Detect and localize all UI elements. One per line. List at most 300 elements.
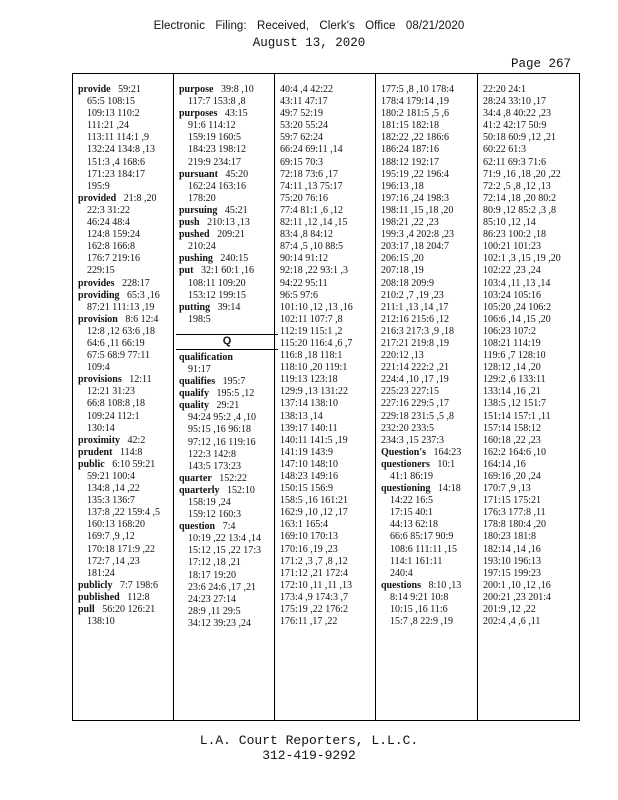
index-page-refs: 109:24 112:1 <box>87 410 140 422</box>
index-page-refs: 240:15 <box>220 253 249 265</box>
index-page-refs: 151:14 157:1 ,11 <box>483 410 551 422</box>
index-page-refs: 171:23 184:17 <box>87 168 146 180</box>
index-page-refs: 119:13 123:18 <box>280 374 338 386</box>
index-term: prudent <box>78 446 113 458</box>
index-page-refs: 53:20 55:24 <box>280 120 329 132</box>
index-term: questions <box>381 579 422 591</box>
index-term: publicly <box>78 579 113 591</box>
index-entry <box>78 459 174 471</box>
index-page-refs: 129:2 ,6 133:11 <box>483 374 546 386</box>
index-page-refs: 138:5 ,12 151:7 <box>483 398 547 410</box>
index-page-refs: 182:14 ,14 ,16 <box>483 543 541 555</box>
index-page-refs: 45:21 <box>224 204 248 216</box>
index-entry <box>179 302 275 314</box>
index-page-refs: 17:15 40:1 <box>390 507 434 519</box>
index-page-refs: 171:12 ,21 172:4 <box>280 567 349 579</box>
index-page-refs: 198:5 <box>188 313 211 325</box>
index-entry <box>179 376 275 388</box>
index-page-refs: 85:10 ,12 ,14 <box>483 217 536 229</box>
index-page-refs: 103:4 ,11 ,13 ,14 <box>483 277 551 289</box>
index-entry <box>78 314 174 326</box>
index-page-refs: 39:14 <box>217 301 241 313</box>
index-term: published <box>78 591 120 603</box>
index-page-refs: 12:8 ,12 63:6 ,18 <box>87 325 156 337</box>
index-page-refs: 77:4 81:1 ,6 ,12 <box>280 204 344 216</box>
index-page-refs: 170:7 ,9 ,13 <box>483 483 531 495</box>
index-page-refs: 180:23 181:8 <box>483 531 537 543</box>
index-entry <box>78 278 174 290</box>
index-entry <box>78 290 174 302</box>
index-page-refs: 103:24 105:16 <box>483 289 542 301</box>
index-page-refs: 201:9 ,12 ,22 <box>483 604 536 616</box>
index-term: quarter <box>179 472 212 484</box>
index-page-refs: 124:8 159:24 <box>87 229 141 241</box>
index-page-refs: 195:7 <box>222 376 246 388</box>
index-entry <box>381 580 477 592</box>
index-page-refs: 139:17 140:11 <box>280 422 338 434</box>
index-page-refs: 106:6 ,14 ,15 ,20 <box>483 313 551 325</box>
reporter-company: L.A. Court Reporters, L.L.C. <box>199 733 419 748</box>
index-page-refs: 173:4 ,9 174:3 ,7 <box>280 591 349 603</box>
index-page-refs: 10:19 ,22 13:4 ,14 <box>188 533 262 545</box>
index-page-refs: 211:1 ,13 ,14 ,17 <box>381 301 449 313</box>
index-page-refs: 114:1 161:11 <box>390 555 443 567</box>
section-letter: Q <box>222 334 232 347</box>
index-page-refs: 21:8 ,20 <box>123 192 157 204</box>
index-page-refs: 138:10 <box>87 616 115 628</box>
index-page-refs: 186:24 187:16 <box>381 144 440 156</box>
index-page-refs: 59:21 100:4 <box>87 471 136 482</box>
index-page-refs: 219:9 234:17 <box>188 156 242 168</box>
index-page-refs: 162:2 164:6 ,10 <box>483 446 547 458</box>
index-entry <box>179 205 275 217</box>
transcript-date: August 13, 2020 <box>252 36 366 50</box>
index-page-refs: 138:13 ,14 <box>280 410 323 422</box>
index-page-refs: 95:15 ,16 96:18 <box>188 424 252 436</box>
letter-section-divider <box>179 326 275 352</box>
index-page-refs: 96:5 97:6 <box>280 289 319 301</box>
index-term: provisions <box>78 374 122 386</box>
index-page-refs: 180:2 181:5 ,5 ,6 <box>381 108 450 120</box>
index-entry <box>179 400 275 412</box>
index-column-1 <box>78 84 174 628</box>
index-page-refs: 141:19 143:9 <box>280 446 334 458</box>
index-page-refs: 65:5 108:15 <box>87 96 136 108</box>
index-term: Question's <box>381 446 427 458</box>
index-page-refs: 94:22 95:11 <box>280 277 328 289</box>
index-page-refs: 137:14 138:10 <box>280 398 339 410</box>
index-term: putting <box>179 301 211 313</box>
index-page-refs: 108:11 109:20 <box>188 277 246 289</box>
index-entry <box>179 84 275 96</box>
index-page-refs: 44:13 62:18 <box>390 519 439 531</box>
page-number: Page 267 <box>510 57 571 71</box>
index-page-refs: 66:8 108:8 ,18 <box>87 398 146 410</box>
index-page-refs: 133:14 ,16 ,21 <box>483 386 541 398</box>
index-page-refs: 29:21 <box>216 400 240 412</box>
index-entry <box>78 592 174 604</box>
index-page-refs: 28:9 ,11 29:5 <box>188 605 241 617</box>
index-page-refs: 87:21 111:13 ,19 <box>87 301 155 313</box>
index-page-refs: 7:7 198:6 <box>119 579 159 591</box>
index-page-refs: 221:14 222:2 ,21 <box>381 362 450 374</box>
index-page-refs: 150:15 156:9 <box>280 483 334 495</box>
index-page-refs: 195:19 ,22 196:4 <box>381 168 450 180</box>
index-page-refs: 15:7 ,8 22:9 ,19 <box>390 616 454 628</box>
index-term: provide <box>78 84 111 95</box>
index-term: quarterly <box>179 484 220 496</box>
index-term: qualify <box>179 388 210 400</box>
index-page-refs: 86:23 100:2 ,18 <box>483 229 547 241</box>
index-page-refs: 200:21 ,23 201:4 <box>483 591 552 603</box>
index-page-refs: 199:3 ,4 202:8 ,23 <box>381 229 455 241</box>
index-page-refs: 175:19 ,22 176:2 <box>280 604 349 616</box>
index-term: purposes <box>179 108 218 120</box>
index-page-refs: 210:13 ,13 <box>207 217 250 229</box>
index-term: purpose <box>179 84 214 95</box>
index-page-refs: 172:10 ,11 ,11 ,13 <box>280 579 353 591</box>
index-page-refs: 240:4 <box>390 567 413 579</box>
index-term: pursuing <box>179 204 218 216</box>
index-frame <box>72 73 580 721</box>
index-page-refs: 14:18 <box>437 483 461 495</box>
index-page-refs: 134:8 ,14 ,22 <box>87 483 140 495</box>
index-page-refs: 97:12 ,16 119:16 <box>188 436 256 448</box>
index-page-refs: 28:24 33:10 ,17 <box>483 96 547 108</box>
index-page-refs: 197:15 199:23 <box>483 567 542 579</box>
index-page-refs: 162:24 163:16 <box>188 180 247 192</box>
index-page-refs: 170:16 ,19 ,23 <box>280 543 338 555</box>
index-page-refs: 232:20 233:5 <box>381 422 435 434</box>
index-column-5 <box>483 84 579 628</box>
index-page-refs: 197:16 ,24 198:3 <box>381 192 450 204</box>
index-page-refs: 115:20 116:4 ,6 ,7 <box>280 337 353 349</box>
index-page-refs: 158:19 ,24 <box>188 497 231 508</box>
index-page-refs: 71:9 ,16 ,18 ,20 ,22 <box>483 168 561 180</box>
index-page-refs: 135:3 136:7 <box>87 495 136 507</box>
index-term: pull <box>78 604 95 616</box>
index-page-refs: 12:21 31:23 <box>87 386 136 398</box>
index-term: pushed <box>179 229 210 241</box>
index-page-refs: 157:14 158:12 <box>483 422 542 434</box>
index-page-refs: 45:20 <box>225 168 249 180</box>
filing-header: Electronic Filing: Received, Clerk's Office 08/21/2020 <box>153 20 465 32</box>
index-entry <box>381 483 477 495</box>
index-entry <box>179 521 275 533</box>
index-term: pushing <box>179 253 213 265</box>
index-page-refs: 227:16 229:5 ,17 <box>381 398 450 410</box>
index-page-refs: 195:5 ,12 <box>216 388 255 400</box>
index-page-refs: 178:8 180:4 ,20 <box>483 519 547 531</box>
index-page-refs: 143:5 173:23 <box>188 460 242 472</box>
index-page-refs: 22:20 24:1 <box>483 84 527 95</box>
index-entry <box>179 473 275 485</box>
index-page-refs: 182:22 ,22 186:6 <box>381 132 450 144</box>
index-page-refs: 164:23 <box>433 446 462 458</box>
index-page-refs: 160:13 168:20 <box>87 519 146 531</box>
index-page-refs: 102:1 ,3 ,15 ,19 ,20 <box>483 253 561 265</box>
index-page-refs: 102:11 107:7 ,8 <box>280 313 343 325</box>
index-page-refs: 153:12 199:15 <box>188 289 247 301</box>
index-term: push <box>179 217 200 229</box>
index-page-refs: 59:7 62:24 <box>280 132 324 144</box>
index-page-refs: 69:15 70:3 <box>280 156 324 168</box>
index-page-refs: 163:1 165:4 <box>280 519 329 531</box>
index-page-refs: 67:5 68:9 77:11 <box>87 350 150 362</box>
index-page-refs: 209:21 <box>217 229 245 241</box>
index-page-refs: 216:3 217:3 ,9 ,18 <box>381 325 455 337</box>
index-page-refs: 147:10 148:10 <box>280 458 339 470</box>
index-page-refs: 130:14 <box>87 422 115 434</box>
index-entry <box>78 604 174 616</box>
index-term: public <box>78 458 105 470</box>
index-term: proximity <box>78 434 121 446</box>
index-page-refs: 129:9 ,13 131:22 <box>280 386 349 398</box>
index-page-refs: 109:13 110:2 <box>87 108 140 120</box>
index-page-refs: 122:3 142:8 <box>188 448 237 460</box>
index-page-refs: 217:21 219:8 ,19 <box>381 337 450 349</box>
index-page-refs: 72:2 ,5 ,8 ,12 ,13 <box>483 180 551 192</box>
index-page-refs: 210:24 <box>188 241 216 253</box>
index-page-refs: 181:24 <box>87 567 115 579</box>
index-entry <box>179 265 275 277</box>
index-page-refs: 59:21 <box>118 84 141 95</box>
index-page-refs: 159:19 160:5 <box>188 132 242 144</box>
index-page-refs: 132:24 134:8 ,13 <box>87 144 156 156</box>
index-column-4 <box>381 84 477 628</box>
index-term: provision <box>78 313 118 325</box>
index-page-refs: 181:15 182:18 <box>381 120 440 132</box>
index-entry <box>179 169 275 181</box>
index-page-refs: 64:6 ,11 66:19 <box>87 337 145 349</box>
index-page-refs: 39:8 ,10 <box>220 84 254 95</box>
index-term: question <box>179 521 216 533</box>
index-page-refs: 14:22 16:5 <box>390 495 434 507</box>
index-page-refs: 128:12 ,14 ,20 <box>483 362 541 374</box>
index-page-refs: 24:23 27:14 <box>188 593 237 605</box>
index-page-refs: 117:7 153:8 ,8 <box>188 96 246 108</box>
index-page-refs: 41:1 86:19 <box>390 471 434 482</box>
index-entry <box>179 229 275 241</box>
index-page-refs: 8:14 9:21 10:8 <box>390 591 449 603</box>
index-term: questioning <box>381 483 431 495</box>
index-page-refs: 170:18 171:9 ,22 <box>87 543 156 555</box>
index-page-refs: 8:6 12:4 <box>125 313 159 325</box>
index-page-refs: 8:10 ,13 <box>428 579 462 591</box>
index-page-refs: 12:11 <box>129 374 152 386</box>
index-page-refs: 75:20 76:16 <box>280 192 329 204</box>
index-page-refs: 195:9 <box>87 180 110 192</box>
index-page-refs: 176:7 219:16 <box>87 253 141 265</box>
index-page-refs: 198:11 ,15 ,18 ,20 <box>381 204 454 216</box>
index-page-refs: 56:20 126:21 <box>102 604 156 616</box>
index-page-refs: 207:18 ,19 <box>381 265 424 277</box>
index-page-refs: 148:23 149:16 <box>280 471 339 482</box>
index-page-refs: 220:12 ,13 <box>381 350 424 362</box>
reporter-phone: 312-419-9292 <box>262 748 356 763</box>
index-term: provided <box>78 192 117 204</box>
index-page-refs: 74:11 ,13 75:17 <box>280 180 343 192</box>
index-page-refs: 171:2 ,3 ,7 ,8 ,12 <box>280 555 348 567</box>
index-entry <box>179 388 275 400</box>
index-page-refs: 228:17 <box>122 277 150 289</box>
index-page-refs: 34:4 ,8 40:22 ,23 <box>483 108 552 120</box>
index-page-refs: 172:7 ,14 ,23 <box>87 555 140 567</box>
index-page-refs: 162:8 166:8 <box>87 241 136 253</box>
index-page-refs: 7:4 <box>222 521 236 533</box>
index-page-refs: 114:8 <box>119 446 143 458</box>
index-page-refs: 72:14 ,18 ,20 80:2 <box>483 192 557 204</box>
index-page-refs: 91:6 114:12 <box>188 120 236 132</box>
index-page-refs: 22:3 31:22 <box>87 204 131 216</box>
index-page-refs: 229:15 <box>87 265 115 277</box>
index-page-refs: 41:2 42:17 50:9 <box>483 120 547 132</box>
index-page-refs: 151:3 ,4 168:6 <box>87 156 146 168</box>
index-page-refs: 198:21 ,22 ,23 <box>381 217 439 229</box>
index-page-refs: 152:22 <box>219 472 248 484</box>
index-page-refs: 234:3 ,15 237:3 <box>381 434 445 446</box>
index-entry <box>179 108 275 120</box>
index-column-3 <box>280 84 376 628</box>
column-divider <box>477 74 478 720</box>
index-page-refs: 212:16 215:6 ,12 <box>381 313 450 325</box>
index-page-refs: 87:4 ,5 ,10 88:5 <box>280 241 344 253</box>
index-page-refs: 92:18 ,22 93:1 ,3 <box>280 265 349 277</box>
index-page-refs: 164:14 ,16 <box>483 458 526 470</box>
index-page-refs: 171:15 175:21 <box>483 495 542 507</box>
index-page-refs: 152:10 <box>227 484 255 496</box>
index-page-refs: 224:4 ,10 ,17 ,19 <box>381 374 449 386</box>
index-page-refs: 158:5 ,16 161:21 <box>280 495 349 507</box>
index-page-refs: 50:18 60:9 ,12 ,21 <box>483 132 557 144</box>
index-page-refs: 118:10 ,20 119:1 <box>280 362 348 374</box>
index-page-refs: 106:23 107:2 <box>483 325 537 337</box>
index-page-refs: 34:12 39:23 ,24 <box>188 617 252 629</box>
index-term: put <box>179 265 194 277</box>
index-page-refs: 177:5 ,8 ,10 178:4 <box>381 84 455 95</box>
index-page-refs: 184:23 198:12 <box>188 144 247 156</box>
index-page-refs: 193:10 196:13 <box>483 555 542 567</box>
index-page-refs: 60:22 61:3 <box>483 144 527 156</box>
index-page-refs: 169:7 ,9 ,12 <box>87 531 135 543</box>
index-page-refs: 101:10 ,12 ,13 ,16 <box>280 301 353 313</box>
index-page-refs: 196:13 ,18 <box>381 180 424 192</box>
index-page-refs: 225:23 227:15 <box>381 386 440 398</box>
divider-rule <box>176 349 278 350</box>
index-page-refs: 43:15 <box>224 108 248 120</box>
index-page-refs: 159:12 160:3 <box>188 509 242 521</box>
index-entry <box>78 193 174 205</box>
index-page-refs: 80:9 ,12 85:2 ,3 ,8 <box>483 204 557 216</box>
index-page-refs: 91:17 <box>188 363 211 375</box>
index-page-refs: 109:4 <box>87 362 110 374</box>
index-page-refs: 169:16 ,20 ,24 <box>483 471 541 482</box>
index-page-refs: 65:3 ,16 <box>127 289 160 301</box>
index-page-refs: 140:11 141:5 ,19 <box>280 434 348 446</box>
index-page-refs: 160:18 ,22 ,23 <box>483 434 541 446</box>
index-term: questioners <box>381 458 430 470</box>
index-page-refs: 10:1 <box>437 458 456 470</box>
index-page-refs: 100:21 101:23 <box>483 241 542 253</box>
index-page-refs: 23:6 24:6 ,17 ,21 <box>188 581 257 593</box>
index-page-refs: 203:17 ,18 204:7 <box>381 241 450 253</box>
index-page-refs: 82:11 ,12 ,14 ,15 <box>280 217 348 229</box>
index-entry <box>78 84 174 96</box>
index-page-refs: 169:10 170:13 <box>280 531 339 543</box>
index-page-refs: 113:11 114:1 ,9 <box>87 132 149 144</box>
index-page-refs: 17:12 ,18 ,21 <box>188 557 241 569</box>
index-page-refs: 62:11 69:3 71:6 <box>483 156 546 168</box>
index-page-refs: 72:18 73:6 ,17 <box>280 168 339 180</box>
index-term: pursuant <box>179 168 218 180</box>
index-page-refs: 66:24 69:11 ,14 <box>280 144 343 156</box>
index-entry <box>179 352 275 364</box>
index-entry <box>179 253 275 265</box>
index-entry <box>179 217 275 229</box>
index-page-refs: 188:12 192:17 <box>381 156 440 168</box>
index-page-refs: 49:7 52:19 <box>280 108 324 120</box>
index-page-refs: 90:14 91:12 <box>280 253 329 265</box>
index-page-refs: 176:11 ,17 ,22 <box>280 616 338 628</box>
index-page-refs: 43:11 47:17 <box>280 96 328 108</box>
index-entry <box>381 459 477 471</box>
index-entry <box>381 447 477 459</box>
index-page-refs: 83:4 ,8 84:12 <box>280 229 334 241</box>
index-page-refs: 66:6 85:17 90:9 <box>390 531 454 543</box>
index-page-refs: 15:12 ,15 ,22 17:3 <box>188 545 262 557</box>
index-page-refs: 200:1 ,10 ,12 ,16 <box>483 579 551 591</box>
index-page-refs: 208:18 209:9 <box>381 277 435 289</box>
index-term: provides <box>78 277 115 289</box>
index-term: qualification <box>179 351 233 363</box>
index-page-refs: 102:22 ,23 ,24 <box>483 265 541 277</box>
index-page-refs: 162:9 ,10 ,12 ,17 <box>280 507 348 519</box>
index-page-refs: 94:24 95:2 ,4 ,10 <box>188 412 257 424</box>
index-entry <box>78 580 174 592</box>
index-page-refs: 206:15 ,20 <box>381 253 424 265</box>
index-page-refs: 210:2 ,7 ,19 ,23 <box>381 289 444 301</box>
index-page-refs: 202:4 ,4 ,6 ,11 <box>483 616 541 628</box>
index-page-refs: 108:21 114:19 <box>483 337 541 349</box>
index-page-refs: 105:20 ,24 106:2 <box>483 301 552 313</box>
index-page-refs: 18:17 19:20 <box>188 569 237 581</box>
index-page-refs: 178:20 <box>188 192 216 204</box>
index-page-refs: 6:10 59:21 <box>112 458 156 470</box>
index-page-refs: 108:6 111:11 ,15 <box>390 543 457 555</box>
index-page-refs: 42:2 <box>127 434 146 446</box>
index-term: providing <box>78 289 120 301</box>
index-term: qualifies <box>179 376 216 388</box>
index-page-refs: 119:6 ,7 128:10 <box>483 350 546 362</box>
index-page-refs: 178:4 179:14 ,19 <box>381 96 450 108</box>
index-page-refs: 176:3 177:8 ,11 <box>483 507 546 519</box>
index-page-refs: 112:19 115:1 ,2 <box>280 325 343 337</box>
index-page-refs: 46:24 48:4 <box>87 217 131 229</box>
index-page-refs: 40:4 ,4 42:22 <box>280 84 334 95</box>
index-page-refs: 112:8 <box>127 591 150 603</box>
index-page-refs: 32:1 60:1 ,16 <box>200 265 255 277</box>
index-entry <box>179 485 275 497</box>
index-column-2 <box>179 84 275 630</box>
index-page-refs: 111:21 ,24 <box>87 120 130 132</box>
index-entry <box>78 447 174 459</box>
index-page-refs: 229:18 231:5 ,5 ,8 <box>381 410 455 422</box>
index-page-refs: 116:8 ,18 118:1 <box>280 350 343 362</box>
index-page-refs: 137:8 ,22 159:4 ,5 <box>87 507 161 519</box>
index-entry <box>78 374 174 386</box>
index-term: quality <box>179 400 210 412</box>
index-page-refs: 10:15 ,16 11:6 <box>390 604 448 616</box>
